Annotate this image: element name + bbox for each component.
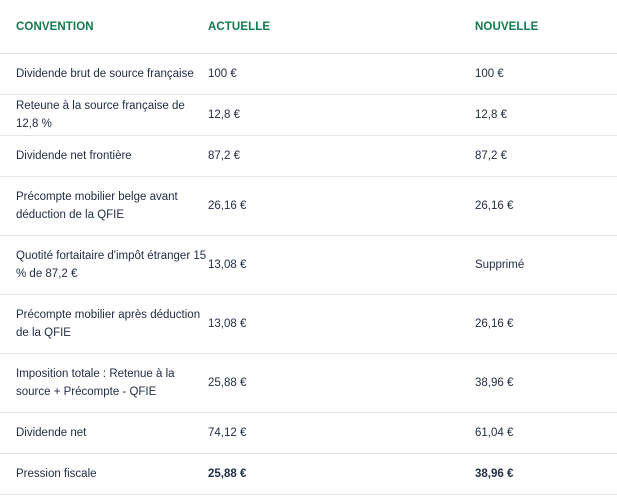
header-nouvelle: NOUVELLE — [475, 20, 539, 33]
table-row — [0, 54, 617, 95]
row-nouvelle: 87,2 € — [475, 150, 507, 162]
row-label: Reteune à la source française de 12,8 % — [16, 100, 185, 130]
row-actuelle: 12,8 € — [208, 109, 240, 121]
table-row — [0, 295, 617, 354]
row-nouvelle: 100 € — [475, 68, 504, 80]
row-nouvelle: 61,04 € — [475, 427, 514, 439]
row-label: Quotité fortaitaire d'impôt étranger 15 % de 87,2 € — [16, 250, 207, 280]
row-nouvelle: Supprimé — [475, 259, 525, 271]
row-label: Dividende net frontière — [16, 150, 132, 162]
table-row-total — [0, 454, 617, 495]
row-label: Précompte mobilier après déduction de la QFIE — [16, 309, 201, 339]
row-label: Imposition totale : Retenue à la source + Précompte - QFIE — [16, 368, 175, 398]
header-actuelle: ACTUELLE — [208, 20, 271, 33]
row-actuelle: 13,08 € — [208, 259, 247, 271]
table-row — [0, 136, 617, 177]
row-actuelle: 87,2 € — [208, 150, 240, 162]
row-label: Pression fiscale — [16, 468, 97, 480]
row-actuelle: 25,88 € — [208, 468, 247, 480]
header-convention: CONVENTION — [16, 20, 94, 33]
row-actuelle: 13,08 € — [208, 318, 247, 330]
table-row — [0, 177, 617, 236]
row-nouvelle: 38,96 € — [475, 468, 514, 480]
table-row — [0, 95, 617, 136]
table-row — [0, 413, 617, 454]
row-label: Précompte mobilier belge avant déduction de la QFIE — [16, 191, 178, 221]
table-row — [0, 236, 617, 295]
row-nouvelle: 26,16 € — [475, 318, 514, 330]
table-row — [0, 354, 617, 413]
row-nouvelle: 12,8 € — [475, 109, 507, 121]
row-actuelle: 25,88 € — [208, 377, 247, 389]
row-nouvelle: 38,96 € — [475, 377, 514, 389]
table-header-row — [0, 0, 617, 54]
row-label: Dividende brut de source française — [16, 68, 194, 80]
row-nouvelle: 26,16 € — [475, 200, 514, 212]
row-label: Dividende net — [16, 427, 87, 439]
row-actuelle: 26,16 € — [208, 200, 247, 212]
row-actuelle: 100 € — [208, 68, 237, 80]
row-actuelle: 74,12 € — [208, 427, 247, 439]
